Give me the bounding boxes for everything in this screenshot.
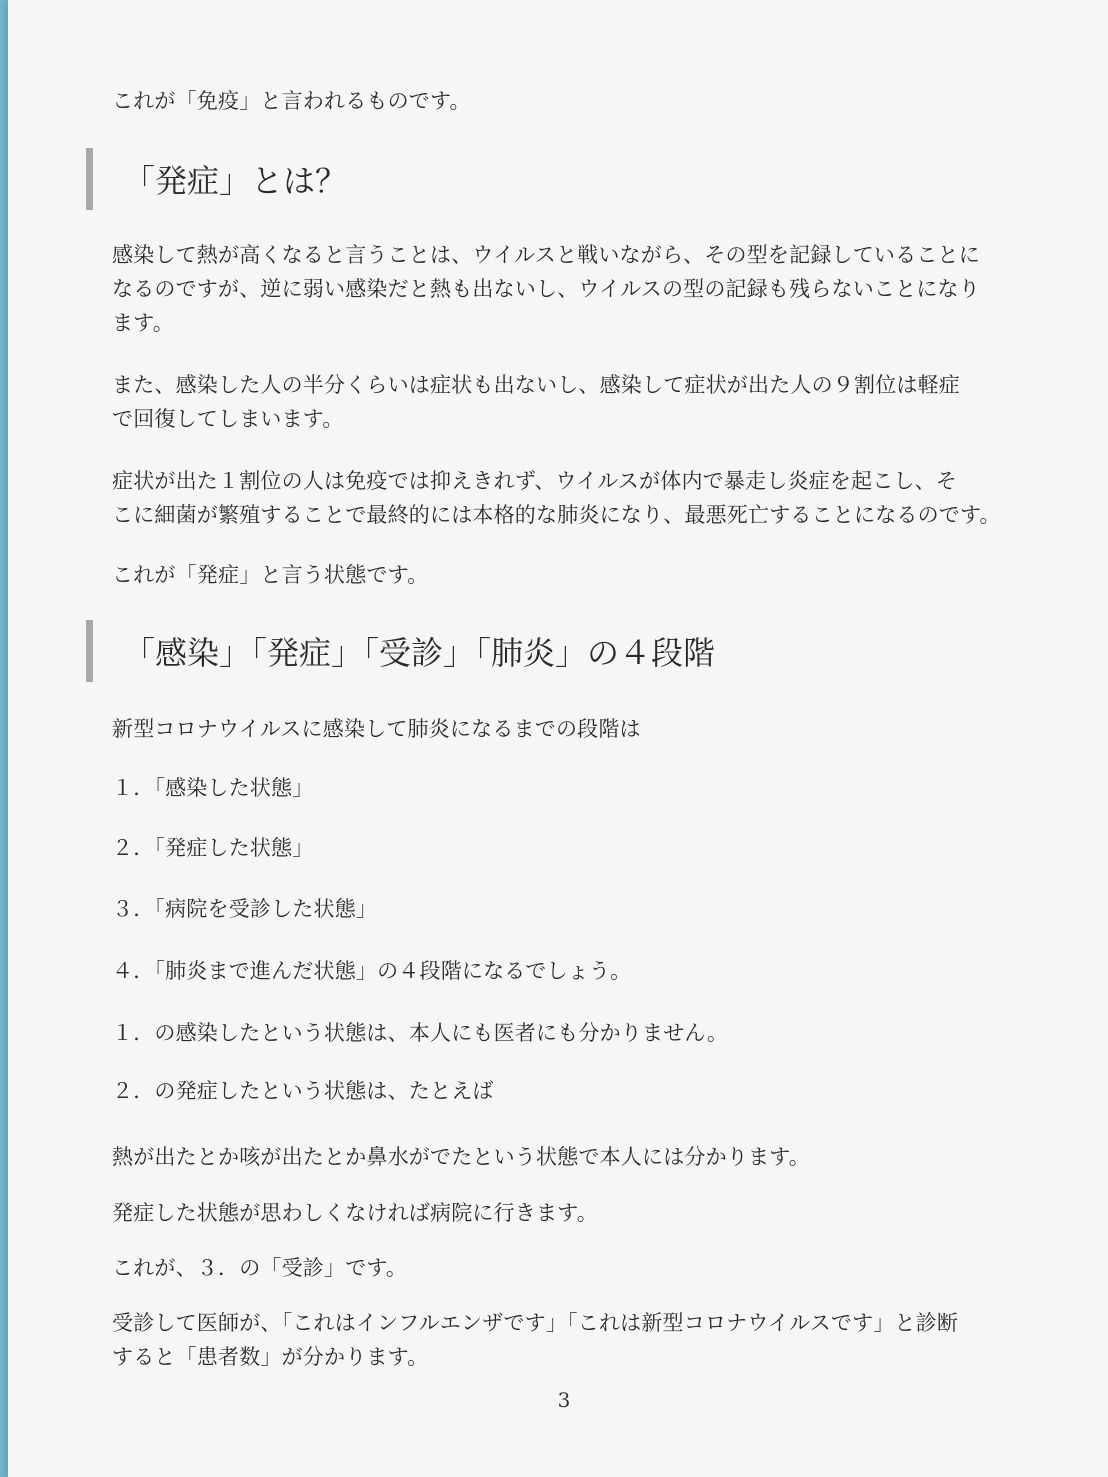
heading-bar: [86, 148, 93, 210]
paragraph-line: 感染して熱が高くなると言うことは、ウイルスと戦いながら、その型を記録していることに: [112, 243, 980, 267]
intro-line: これが「免疫」と言われるものです。: [112, 89, 471, 113]
section-heading-four-stages: [86, 620, 715, 682]
page-number: 3: [557, 1388, 571, 1412]
paragraph-line: また、感染した人の半分くらいは症状も出ないし、感染して症状が出た人の９割位は軽症: [112, 373, 960, 397]
paragraph-line: こに細菌が繁殖することで最終的には本格的な肺炎になり、最悪死亡することになるのです。: [112, 503, 1001, 527]
list-item: ４．「肺炎まで進んだ状態」の４段階になるでしょう。: [112, 959, 632, 983]
heading-text: 「発症」とは？: [123, 162, 348, 200]
closing-line: これが「発症」と言う状態です。: [112, 563, 429, 587]
list-item: ３．「病院を受診した状態」: [112, 897, 378, 921]
paragraph-line: これが、３．の「受診」です。: [112, 1256, 408, 1280]
paragraph-line: 症状が出た１割位の人は免疫では抑えきれず、ウイルスが体内で暴走し炎症を起こし、そ: [112, 469, 958, 493]
paragraph-line: 熱が出たとか咳が出たとか鼻水がでたという状態で本人には分かります。: [112, 1145, 810, 1169]
paragraph-line: 受診して医師が、「これはインフルエンザです」「これは新型コロナウイルスです」と診断: [112, 1311, 959, 1335]
paragraph-line: なるのですが、逆に弱い感染だと熱も出ないし、ウイルスの型の記録も残らないことになり: [112, 277, 980, 301]
paragraph-line: ます。: [112, 311, 174, 335]
list-item: ２．「発症した状態」: [112, 836, 314, 860]
heading-text: 「感染」「発症」「受診」「肺炎」の４段階: [123, 634, 716, 672]
paragraph-line: すると「患者数」が分かります。: [112, 1345, 429, 1369]
section-heading-onset: [86, 148, 347, 210]
lead-line: 新型コロナウイルスに感染して肺炎になるまでの段階は: [112, 717, 641, 741]
list-item: １．「感染した状態」: [112, 776, 314, 800]
heading-bar: [86, 620, 93, 682]
paragraph-line: で回復してしまいます。: [112, 407, 344, 431]
paragraph-line: １．の感染したという状態は、本人にも医者にも分かりません。: [112, 1021, 729, 1045]
paragraph-line: ２．の発症したという状態は、たとえば: [112, 1079, 494, 1103]
paragraph-line: 発症した状態が思わしくなければ病院に行きます。: [112, 1201, 598, 1225]
document-page: [8, 0, 1108, 1477]
